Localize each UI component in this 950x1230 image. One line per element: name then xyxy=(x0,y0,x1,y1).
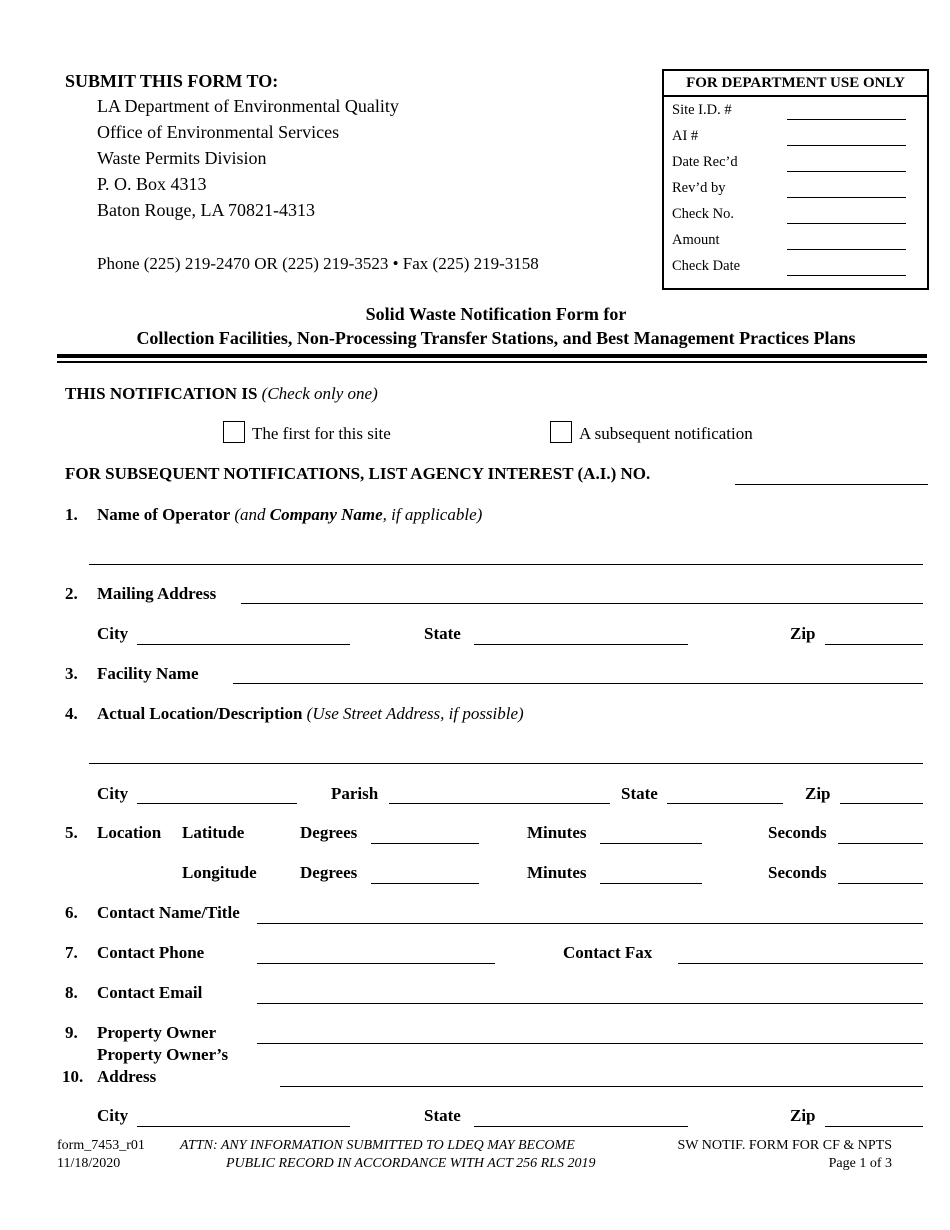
notification-label-row xyxy=(65,384,378,404)
contact-fax-field[interactable] xyxy=(678,963,923,964)
first-notification-label: The first for this site xyxy=(252,424,391,443)
address-label: Address xyxy=(97,1067,157,1086)
footer-form-name: SW NOTIF. FORM FOR CF & NPTS xyxy=(677,1138,892,1153)
item-1-number: 1. xyxy=(65,505,78,524)
subsequent-notification-label: A subsequent notification xyxy=(579,424,753,443)
company-name-label: Company Name xyxy=(269,505,383,524)
ai-number-field[interactable] xyxy=(735,484,928,485)
item-7-number: 7. xyxy=(65,943,78,962)
location-label: Location xyxy=(97,823,162,842)
owner-state-label: State xyxy=(424,1106,461,1125)
property-owners-label: Property Owner’s xyxy=(97,1045,229,1064)
mailing-zip-field[interactable] xyxy=(825,644,923,645)
longitude-degrees-label: Degrees xyxy=(300,863,358,882)
notification-label: THIS NOTIFICATION IS xyxy=(65,384,258,403)
mailing-city-label: City xyxy=(97,624,129,643)
latitude-minutes-field[interactable] xyxy=(600,843,702,844)
footer-form-number: form_7453_r01 xyxy=(57,1138,145,1153)
item-2-number: 2. xyxy=(65,584,78,603)
property-owner-field[interactable] xyxy=(257,1043,923,1044)
item-9-number: 9. xyxy=(65,1023,78,1042)
dept-field-ai-line xyxy=(787,145,906,146)
contact-phone-label: Contact Phone xyxy=(97,943,205,962)
department-use-box xyxy=(662,69,929,290)
dept-field-ai: AI # xyxy=(672,128,699,144)
location-zip-field[interactable] xyxy=(840,803,923,804)
submit-line-2: Office of Environmental Services xyxy=(97,122,340,142)
title-divider-thin xyxy=(57,361,927,363)
submit-heading: SUBMIT THIS FORM TO: xyxy=(65,71,279,91)
facility-name-label: Facility Name xyxy=(97,664,199,683)
contact-name-field[interactable] xyxy=(257,923,923,924)
location-zip-label: Zip xyxy=(805,784,831,803)
longitude-minutes-field[interactable] xyxy=(600,883,702,884)
contact-phone-field[interactable] xyxy=(257,963,495,964)
latitude-label: Latitude xyxy=(182,823,245,842)
mailing-address-field[interactable] xyxy=(241,603,923,604)
owner-state-field[interactable] xyxy=(474,1126,688,1127)
submit-line-3: Waste Permits Division xyxy=(97,148,267,168)
item-6-number: 6. xyxy=(65,903,78,922)
first-notification-checkbox[interactable] xyxy=(223,421,245,443)
subsequent-ai-label: FOR SUBSEQUENT NOTIFICATIONS, LIST AGENCY INTEREST (A.I.) NO. xyxy=(65,464,651,483)
location-parish-field[interactable] xyxy=(389,803,610,804)
location-city-field[interactable] xyxy=(137,803,297,804)
dept-field-site-id: Site I.D. # xyxy=(672,102,732,118)
location-description-field[interactable] xyxy=(89,763,923,764)
dept-field-check-date-line xyxy=(787,275,906,276)
dept-field-check-no: Check No. xyxy=(672,206,735,222)
item-3-number: 3. xyxy=(65,664,78,683)
latitude-seconds-label: Seconds xyxy=(768,823,827,842)
owner-city-field[interactable] xyxy=(137,1126,350,1127)
if-applicable-text: , if applicable) xyxy=(382,505,483,524)
dept-field-amount-line xyxy=(787,249,906,250)
location-city-label: City xyxy=(97,784,129,803)
dept-field-check-date: Check Date xyxy=(672,258,741,274)
submit-line-4: P. O. Box 4313 xyxy=(97,174,207,194)
submit-line-1: LA Department of Environmental Quality xyxy=(97,96,399,116)
mailing-zip-label: Zip xyxy=(790,624,816,643)
owner-zip-field[interactable] xyxy=(825,1126,923,1127)
operator-name-field[interactable] xyxy=(89,564,923,565)
owner-city-label: City xyxy=(97,1106,129,1125)
dept-field-revd-by-line xyxy=(787,197,906,198)
form-title-line-2: Collection Facilities, Non-Processing Transfer Stations, and Best Management Practices Plans xyxy=(136,328,856,348)
longitude-minutes-label: Minutes xyxy=(527,863,587,882)
contact-name-label: Contact Name/Title xyxy=(97,903,240,922)
actual-location-label: Actual Location/Description xyxy=(97,704,303,723)
item-8-number: 8. xyxy=(65,983,78,1002)
longitude-label: Longitude xyxy=(182,863,257,882)
use-street-hint: (Use Street Address, if possible) xyxy=(306,704,524,723)
dept-field-date-recd-line xyxy=(787,171,906,172)
latitude-degrees-label: Degrees xyxy=(300,823,358,842)
item-1-label xyxy=(97,505,482,525)
latitude-degrees-field[interactable] xyxy=(371,843,479,844)
facility-name-field[interactable] xyxy=(233,683,923,684)
owner-zip-label: Zip xyxy=(790,1106,816,1125)
location-state-label: State xyxy=(621,784,658,803)
item-10-number: 10. xyxy=(62,1067,84,1086)
department-use-title: FOR DEPARTMENT USE ONLY xyxy=(664,71,927,97)
contact-email-label: Contact Email xyxy=(97,983,203,1002)
contact-fax-label: Contact Fax xyxy=(563,943,653,962)
location-state-field[interactable] xyxy=(667,803,783,804)
item-4-label xyxy=(97,704,524,724)
mailing-state-label: State xyxy=(424,624,461,643)
mailing-state-field[interactable] xyxy=(474,644,688,645)
footer-attn-line-2: PUBLIC RECORD IN ACCORDANCE WITH ACT 256 RLS 2019 xyxy=(226,1156,596,1171)
longitude-seconds-label: Seconds xyxy=(768,863,827,882)
footer-attn-line-1: ATTN: ANY INFORMATION SUBMITTED TO LDEQ MAY BECOME xyxy=(180,1138,575,1153)
submit-line-5: Baton Rouge, LA 70821-4313 xyxy=(97,200,315,220)
latitude-seconds-field[interactable] xyxy=(838,843,923,844)
form-title-line-1: Solid Waste Notification Form for xyxy=(365,304,627,324)
and-text: (and xyxy=(234,505,270,524)
mailing-city-field[interactable] xyxy=(137,644,350,645)
item-5-number: 5. xyxy=(65,823,78,842)
dept-field-site-id-line xyxy=(787,119,906,120)
mailing-address-label: Mailing Address xyxy=(97,584,217,603)
contact-email-field[interactable] xyxy=(257,1003,923,1004)
subsequent-notification-checkbox[interactable] xyxy=(550,421,572,443)
dept-field-revd-by: Rev’d by xyxy=(672,180,726,196)
dept-field-amount: Amount xyxy=(672,232,720,248)
property-owner-label: Property Owner xyxy=(97,1023,217,1042)
footer-date: 11/18/2020 xyxy=(57,1156,121,1171)
dept-field-date-recd: Date Rec’d xyxy=(672,154,738,170)
item-4-number: 4. xyxy=(65,704,78,723)
notification-hint: (Check only one) xyxy=(261,384,378,403)
latitude-minutes-label: Minutes xyxy=(527,823,587,842)
submit-phone: Phone (225) 219-2470 OR (225) 219-3523 • Fax (225) 219-3158 xyxy=(97,254,539,273)
dept-field-check-no-line xyxy=(787,223,906,224)
name-operator-label: Name of Operator xyxy=(97,505,231,524)
location-parish-label: Parish xyxy=(331,784,379,803)
property-owner-address-field[interactable] xyxy=(280,1086,923,1087)
title-divider-thick xyxy=(57,354,927,358)
longitude-seconds-field[interactable] xyxy=(838,883,923,884)
longitude-degrees-field[interactable] xyxy=(371,883,479,884)
footer-page-number: Page 1 of 3 xyxy=(828,1156,892,1171)
